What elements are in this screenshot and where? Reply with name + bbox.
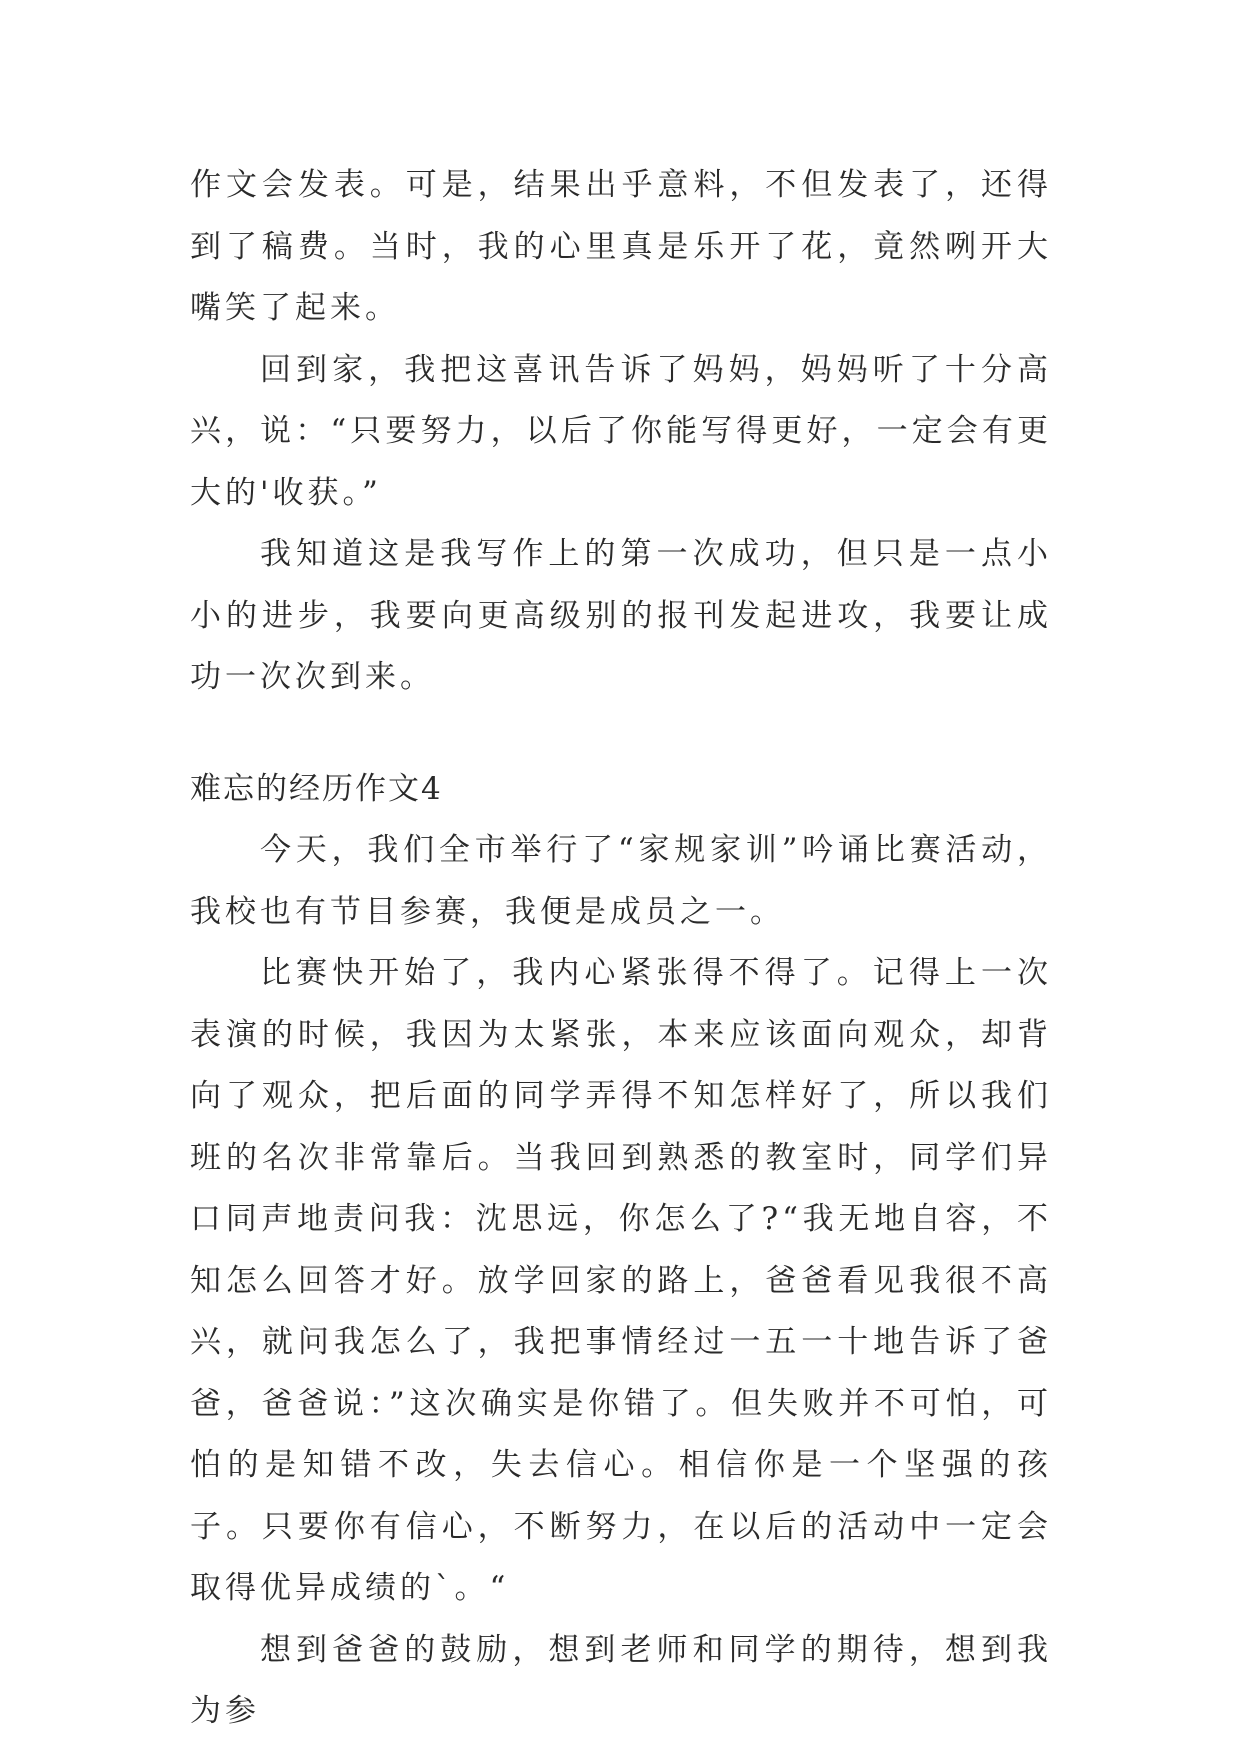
paragraph: 今天，我们全市举行了“家规家训”吟诵比赛活动，我校也有节目参赛，我便是成员之一。	[190, 832, 1052, 930]
paragraph: 我知道这是我写作上的第一次成功，但只是一点小小的进步，我要向更高级别的报刊发起进攻，我要让成功一次次到来。	[190, 536, 1052, 695]
section-title: 难忘的经历作文4	[190, 770, 443, 807]
section-spacer	[190, 709, 1052, 759]
document-body	[190, 155, 1052, 1743]
paragraph-continued: 作文会发表。可是，结果出乎意料，不但发表了，还得到了稿费。当时，我的心里真是乐开了花，竟然咧开大嘴笑了起来。	[190, 167, 1052, 326]
paragraph: 比赛快开始了，我内心紧张得不得了。记得上一次表演的时候，我因为太紧张，本来应该面向观众，却背向了观众，把后面的同学弄得不知怎样好了，所以我们班的名次非常靠后。当我回到熟悉的教室时，同学们异口同声地责问我：沈思远，你怎么了?“我无地自容，不知怎么回答才好。放学回家的路上，爸爸看见我很不高兴，就问我怎么了，我把事情经过一五一十地告诉了爸爸，爸爸说：”这次确实是你错了。但失败并不可怕，可怕的是知错不改，失去信心。相信你是一个坚强的孩子。只要你有信心，不断努力，在以后的活动中一定会取得优异成绩的`。“	[190, 955, 1052, 1606]
paragraph: 回到家，我把这喜讯告诉了妈妈，妈妈听了十分高兴，说：“只要努力，以后了你能写得更好，一定会有更大的'收获。”	[190, 351, 1052, 511]
paragraph-truncated: 想到爸爸的鼓励，想到老师和同学的期待，想到我为参	[190, 1631, 1052, 1729]
